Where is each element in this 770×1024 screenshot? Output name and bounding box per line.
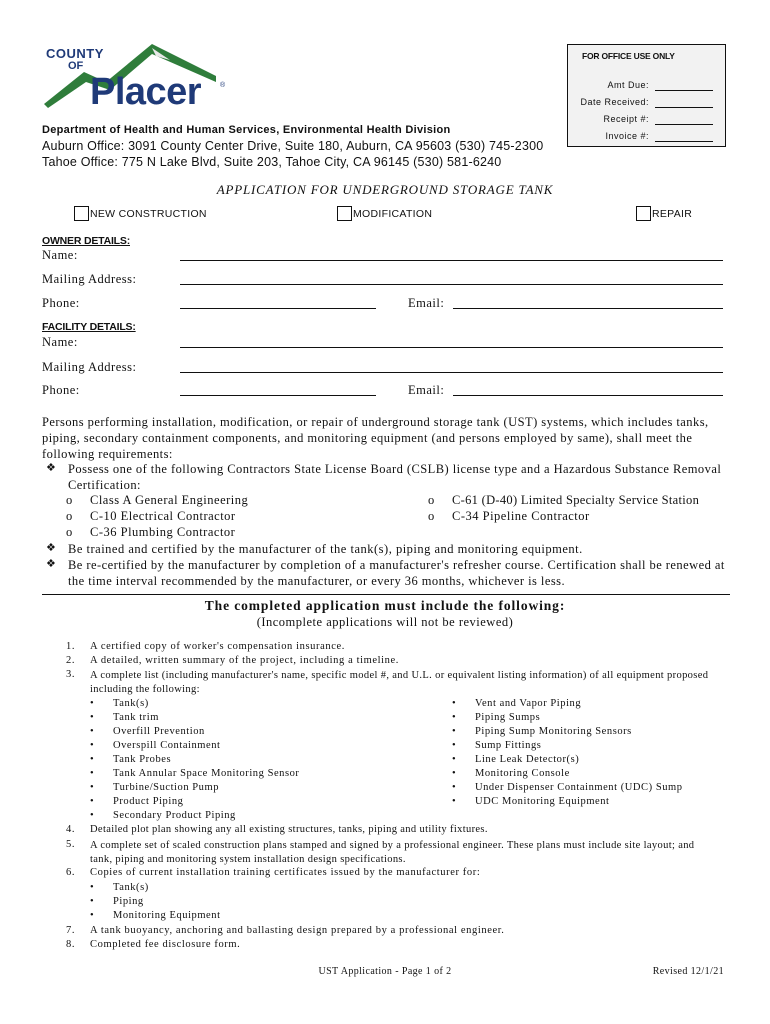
list-number: 4. [66,824,76,835]
equipment-left-label: Tank Probes [113,754,172,765]
bullet-dot-icon: • [452,754,457,765]
diamond-bullet-icon: ❖ [46,558,56,570]
equipment-right-label: Under Dispenser Containment (UDC) Sump [475,782,683,793]
footer-revised: Revised 12/1/21 [652,966,724,977]
equipment-right-item [452,725,742,739]
facility-details-heading: FACILITY DETAILS: [42,321,136,333]
license-c34: C-34 Pipeline Contractor [452,509,590,523]
license-bullet-icon: o [428,493,435,507]
training-list [90,881,390,923]
completed-subtitle: (Incomplete applications will not be reviewed) [256,615,514,629]
equipment-right-item [452,697,742,711]
facility-email-label: Email: [408,383,445,397]
completed-title: The completed application must include the following: [204,598,566,613]
repair-label: REPAIR [652,208,693,220]
office-field-date-received-label: Date Received: [580,97,649,107]
equipment-left-item [90,753,390,767]
facility-name-label: Name: [42,335,78,349]
equipment-right-label: Sump Fittings [475,740,542,751]
license-class-a: Class A General Engineering [90,493,249,507]
bullet-dot-icon: • [452,796,457,807]
completed-item-2: A detailed, written summary of the project, including a timeline. [90,655,400,666]
bullet-dot-icon: • [90,698,95,709]
bullet-dot-icon: • [90,726,95,737]
list-number: 6. [66,867,76,878]
new-construction-checkbox[interactable] [74,206,89,221]
equipment-left-item [90,809,390,823]
equipment-right-item [452,795,742,809]
bullet-dot-icon: • [90,810,95,821]
training-label: Tank(s) [113,882,149,893]
footer-page: UST Application - Page 1 of 2 [318,966,452,977]
equipment-left-item [90,711,390,725]
equipment-left-label: Tank trim [113,712,159,723]
office-field-invoice-line[interactable] [655,141,713,142]
equipment-left-item [90,725,390,739]
application-title: APPLICATION FOR UNDERGROUND STORAGE TANK [216,182,554,197]
license-bullet-icon: o [428,509,435,523]
completed-item-8: Completed fee disclosure form. [90,939,241,950]
tahoe-office: Tahoe Office: 775 N Lake Blvd, Suite 203, Tahoe City, CA 96145 (530) 581-6240 [42,155,502,169]
office-field-date-received-line[interactable] [655,107,713,108]
training-label: Monitoring Equipment [113,910,221,921]
bullet-dot-icon: • [452,740,457,751]
equipment-right-label: Monitoring Console [475,768,570,779]
equipment-left-label: Overspill Containment [113,740,221,751]
diamond-bullet-icon: ❖ [46,462,56,474]
facility-email-line[interactable] [453,395,723,396]
office-field-amt-due-line[interactable] [655,90,713,91]
list-number: 3. [66,669,76,680]
modification-label: MODIFICATION [353,208,433,220]
completed-item-1: A certified copy of worker's compensation insurance. [90,641,345,652]
owner-name-line[interactable] [180,260,723,261]
bullet-dot-icon: • [90,796,95,807]
owner-phone-line[interactable] [180,308,376,309]
bullet-dot-icon: • [452,698,457,709]
logo-of: OF [68,60,84,72]
county-logo [40,42,230,118]
equipment-right-item [452,781,742,795]
training-label: Piping [113,896,144,907]
owner-email-label: Email: [408,296,445,310]
equipment-list-right [452,697,742,809]
equipment-right-label: Line Leak Detector(s) [475,754,580,765]
list-number: 2. [66,655,76,666]
bullet-dot-icon: • [452,712,457,723]
bullet-dot-icon: • [90,910,95,921]
logo-county: COUNTY [46,46,104,61]
facility-phone-line[interactable] [180,395,376,396]
bullet-dot-icon: • [452,768,457,779]
list-number: 7. [66,925,76,936]
equipment-right-item [452,739,742,753]
facility-mailing-label: Mailing Address: [42,360,137,374]
equipment-left-item [90,697,390,711]
requirement-recertified: Be re-certified by the manufacturer by completion of a manufacturer's refresher course. Certification shall be renewed at the time interval recommended by the manufacturer, or every 36 months, whichever is less. [68,558,725,588]
license-bullet-icon: o [66,525,73,539]
equipment-right-label: Piping Sumps [475,712,541,723]
list-number: 1. [66,641,76,652]
repair-checkbox[interactable] [636,206,651,221]
logo-registered: ® [220,82,226,89]
equipment-left-label: Overfill Prevention [113,726,205,737]
list-number: 8. [66,939,76,950]
bullet-dot-icon: • [452,726,457,737]
office-field-receipt-label: Receipt #: [603,114,649,124]
department-title: Department of Health and Human Services, Environmental Health Division [42,124,451,136]
bullet-dot-icon: • [90,754,95,765]
facility-name-line[interactable] [180,347,723,348]
office-field-amt-due-label: Amt Due: [607,80,649,90]
equipment-left-item [90,739,390,753]
owner-details-heading: OWNER DETAILS: [42,235,130,247]
training-item [90,909,390,923]
equipment-left-label: Tank(s) [113,698,149,709]
office-use-title: FOR OFFICE USE ONLY [582,51,675,61]
license-c36: C-36 Plumbing Contractor [90,525,236,539]
requirement-license: Possess one of the following Contractors State License Board (CSLB) license type and a Hazardous Substance Removal Certification: [68,462,722,492]
equipment-right-item [452,711,742,725]
requirements-intro: Persons performing installation, modification, or repair of underground storage tank (UST) systems, which includes tanks, piping, secondary containment components, and monitoring equipment (and persons employed by same), shall meet the following requirements: [42,415,709,461]
equipment-left-label: Product Piping [113,796,184,807]
list-number: 5. [66,839,76,850]
auburn-office: Auburn Office: 3091 County Center Drive, Suite 180, Auburn, CA 95603 (530) 745-2300 [42,139,544,153]
license-c61: C-61 (D-40) Limited Specialty Service Station [452,493,700,507]
bullet-dot-icon: • [90,768,95,779]
completed-item-5: A complete set of scaled construction plans stamped and signed by a professional engineer. These plans must include site layout; and tank, piping and monitoring system installation design specifications. [90,840,695,865]
equipment-left-item [90,767,390,781]
equipment-left-label: Secondary Product Piping [113,810,236,821]
requirement-trained: Be trained and certified by the manufacturer of the tank(s), piping and monitoring equipment. [68,542,583,556]
facility-phone-label: Phone: [42,383,80,397]
bullet-dot-icon: • [90,740,95,751]
completed-item-3: A complete list (including manufacturer's name, specific model #, and U.L. or equivalent listing information) of all equipment proposed including the following: [90,670,709,695]
equipment-right-item [452,753,742,767]
training-item [90,895,390,909]
completed-item-7: A tank buoyancy, anchoring and ballasting design prepared by a professional engineer. [90,925,505,936]
bullet-dot-icon: • [90,712,95,723]
bullet-dot-icon: • [90,782,95,793]
bullet-dot-icon: • [90,896,95,907]
office-use-box [567,44,726,147]
owner-phone-label: Phone: [42,296,80,310]
logo-placer: Placer [90,71,202,113]
equipment-left-item [90,781,390,795]
facility-mailing-line[interactable] [180,372,723,373]
office-field-receipt-line[interactable] [655,124,713,125]
bullet-dot-icon: • [90,882,95,893]
diamond-bullet-icon: ❖ [46,542,56,554]
equipment-left-item [90,795,390,809]
license-bullet-icon: o [66,509,73,523]
owner-name-label: Name: [42,248,78,262]
modification-checkbox[interactable] [337,206,352,221]
office-field-invoice-label: Invoice #: [605,131,649,141]
equipment-right-label: UDC Monitoring Equipment [475,796,610,807]
completed-item-4: Detailed plot plan showing any all existing structures, tanks, piping and utility fixtures. [90,824,488,835]
equipment-list-left [90,697,390,823]
license-c10: C-10 Electrical Contractor [90,509,236,523]
equipment-right-label: Piping Sump Monitoring Sensors [475,726,632,737]
new-construction-label: NEW CONSTRUCTION [90,208,207,220]
training-item [90,881,390,895]
bullet-dot-icon: • [452,782,457,793]
equipment-right-label: Vent and Vapor Piping [475,698,582,709]
equipment-right-item [452,767,742,781]
completed-item-6: Copies of current installation training certificates issued by the manufacturer for: [90,867,481,878]
license-bullet-icon: o [66,493,73,507]
owner-mailing-label: Mailing Address: [42,272,137,286]
owner-mailing-line[interactable] [180,284,723,285]
section-divider [42,594,730,595]
equipment-left-label: Turbine/Suction Pump [113,782,220,793]
owner-email-line[interactable] [453,308,723,309]
equipment-left-label: Tank Annular Space Monitoring Sensor [113,768,300,779]
